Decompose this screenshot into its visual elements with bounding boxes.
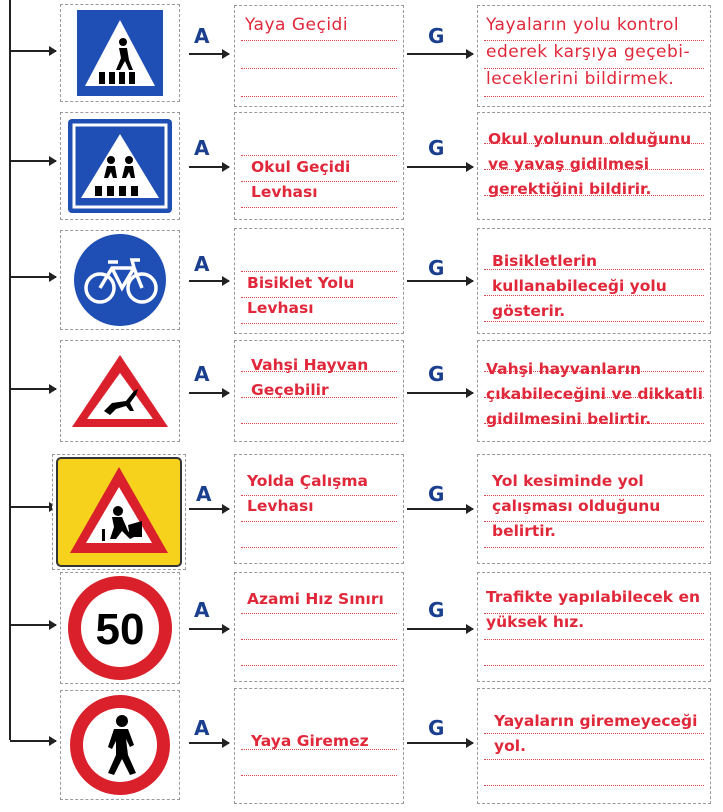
pedestrian-crossing-sign-icon	[75, 8, 165, 98]
speed-limit-value: 50	[95, 605, 145, 654]
arrow	[10, 388, 56, 390]
sign-speed-limit	[60, 572, 180, 684]
sign-road-works	[52, 454, 186, 570]
arrow	[10, 276, 56, 278]
arrow	[407, 742, 473, 744]
bicycle-path-sign-icon	[72, 232, 168, 328]
sign-name: Yolda Çalışma Levhası	[247, 472, 369, 515]
sign-description: Trafikte yapılabilecek en yüksek hız.	[486, 588, 701, 631]
letter-a: A	[194, 24, 210, 48]
arrow	[10, 624, 56, 626]
arrow	[189, 628, 229, 630]
arrow	[10, 50, 56, 52]
letter-a: A	[194, 252, 210, 276]
arrow	[189, 392, 229, 394]
arrow	[407, 280, 473, 282]
sign-description: Bisikletlerin kullanabileceği yolu gösterir.	[492, 252, 667, 320]
sign-wild-animal	[60, 340, 180, 442]
sign-name-card	[234, 340, 404, 442]
row-school-crossing	[0, 108, 723, 224]
no-pedestrians-sign-icon	[68, 693, 172, 797]
sign-description: Yayaların yolu kontrol ederek karşıya geçebi- leceklerini bildirmek.	[486, 15, 691, 89]
sign-description-card	[477, 454, 711, 564]
road-works-sign-icon	[56, 457, 182, 567]
sign-bicycle-path	[60, 230, 180, 330]
arrow	[10, 740, 56, 742]
sign-description-card	[477, 572, 711, 682]
letter-a: A	[194, 362, 210, 386]
sign-description: Vahşi hayvanların çıkabileceğini ve dikkatli gidilmesini belirtir.	[486, 360, 703, 428]
arrow	[10, 506, 56, 508]
letter-g: G	[428, 136, 445, 160]
sign-name: Yaya Giremez	[251, 732, 369, 750]
sign-description: Yol kesiminde yol çalışması olduğunu belirtir.	[492, 472, 661, 540]
sign-pedestrian-crossing	[60, 4, 180, 102]
arrow	[407, 53, 473, 55]
letter-a: A	[194, 716, 210, 740]
sign-name-card	[234, 688, 404, 804]
sign-name-card	[234, 454, 404, 564]
letter-a: A	[194, 136, 210, 160]
sign-name-card	[234, 5, 404, 107]
arrow	[407, 628, 473, 630]
arrow	[189, 508, 229, 510]
sign-description: Yayaların giremeyeceği yol.	[494, 712, 698, 755]
sign-description: Okul yolunun olduğunu ve yavaş gidilmesi gerektiğini bildirir.	[488, 130, 692, 198]
row-pedestrian-crossing	[0, 0, 723, 108]
arrow	[407, 166, 473, 168]
sign-name-card	[234, 572, 404, 682]
letter-g: G	[428, 24, 445, 48]
sign-school-crossing	[60, 112, 180, 220]
sign-name: Vahşi Hayvan Geçebilir	[251, 356, 369, 399]
school-crossing-sign-icon	[65, 116, 175, 216]
sign-no-pedestrians	[60, 690, 180, 800]
row-road-works	[0, 448, 723, 570]
sign-name-card	[234, 228, 404, 334]
row-bicycle-path	[0, 224, 723, 336]
sign-description-card	[477, 340, 711, 442]
sign-name: Okul Geçidi Levhası	[251, 158, 351, 201]
sign-name-card	[234, 112, 404, 220]
letter-g: G	[428, 598, 445, 622]
sign-name: Azami Hız Sınırı	[247, 590, 384, 608]
sign-name: Yaya Geçidi	[245, 15, 349, 35]
letter-g: G	[428, 256, 445, 280]
sign-name: Bisiklet Yolu Levhası	[247, 274, 355, 317]
letter-g: G	[428, 716, 445, 740]
letter-g: G	[428, 482, 445, 506]
row-speed-limit	[0, 570, 723, 684]
sign-description-card	[477, 5, 711, 107]
speed-limit-sign-icon	[66, 574, 174, 682]
wild-animal-sign-icon	[68, 351, 172, 431]
arrow	[189, 280, 229, 282]
row-wild-animal	[0, 336, 723, 448]
arrow	[10, 160, 56, 162]
letter-g: G	[428, 362, 445, 386]
sign-description-card	[477, 688, 711, 804]
arrow	[189, 166, 229, 168]
arrow	[407, 508, 473, 510]
arrow	[189, 742, 229, 744]
letter-a: A	[196, 482, 212, 506]
sign-description-card	[477, 112, 711, 220]
row-no-pedestrians	[0, 684, 723, 812]
arrow	[189, 53, 229, 55]
sign-description-card	[477, 228, 711, 334]
letter-a: A	[194, 598, 210, 622]
arrow	[407, 392, 473, 394]
